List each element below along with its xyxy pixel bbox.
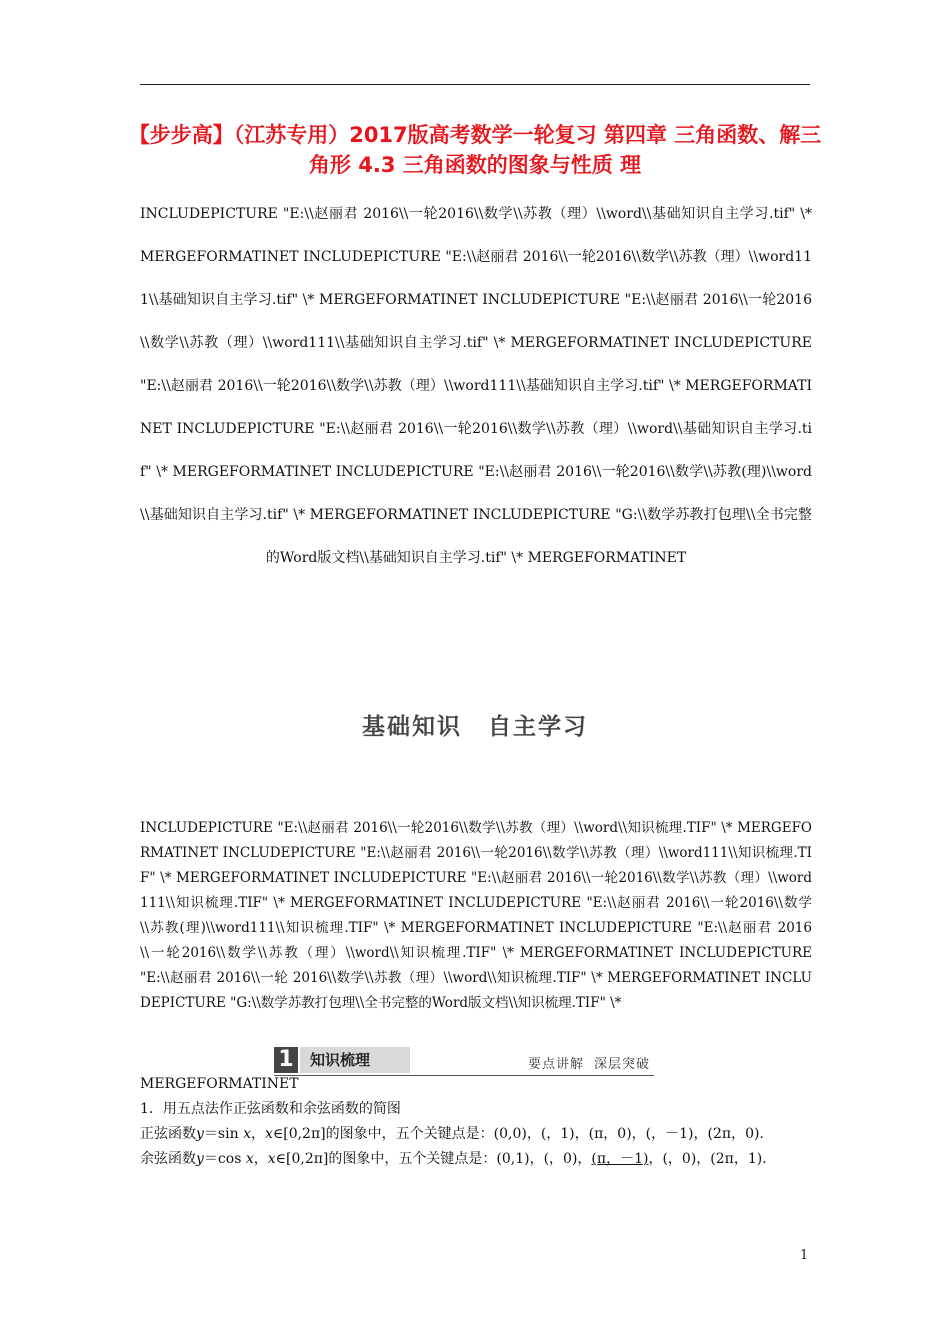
banner-subtitle <box>528 1053 650 1072</box>
banner-sub-left: 要点讲解 <box>527 1057 584 1072</box>
sine-eq: ＝sin <box>203 1126 244 1142</box>
cos-var-x2: x <box>267 1151 276 1167</box>
banner-label: 知识梳理 <box>300 1047 410 1073</box>
cos-eq: ＝cos <box>203 1151 246 1167</box>
sine-paragraph <box>140 1122 812 1147</box>
sine-comma: ， <box>250 1126 265 1142</box>
cosine-paragraph <box>140 1147 812 1172</box>
body-text <box>140 1072 812 1172</box>
section-heading <box>0 708 950 741</box>
document-title: 【步步高】（江苏专用）2017版高考数学一轮复习 第四章 三角函数、解三角形 4.3 三角函数的图象与性质 理 <box>128 123 822 177</box>
cos-comma: ， <box>253 1151 268 1167</box>
sine-var-x2: x <box>264 1126 273 1142</box>
field-code-block-2: INCLUDEPICTURE "E:\\赵丽君 2016\\一轮2016\\数学\\苏教（理）\\word\\知识梳理.TIF" \* MERGEFORMATINET INCLUDEPICTURE "E:\\赵丽君 2016\\一轮2016\\数学\\苏教（理）\\word111\\知识梳理.TIF" \* MERGEFORMATINET INCLUDEPICTURE "E:\\赵丽君 2016\\一轮2016\\数学\\苏教（理）\\word111\\知识梳理.TIF" \* MERGEFORMATINET INCLUDEPICTURE "E:\\赵丽君 2016\\一轮2016\\数学\\苏教(理)\\word111\\知识梳理.TIF" \* MERGEFORMATINET INCLUDEPICTURE "E:\\赵丽君 2016\\一轮2016\\数学\\苏教（理）\\word\\知识梳理.TIF" \* MERGEFORMATINET INCLUDEPICTURE "E:\\赵丽君 2016\\一轮 2016\\数学\\苏教（理）\\word\\知识梳理.TIF" \* MERGEFORMATINET INCLUDEPICTURE "G:\\数学苏教打包理\\全书完整的Word版文档\\知识梳理.TIF" \* <box>140 820 812 1011</box>
page-number: 1 <box>800 1248 809 1263</box>
banner-sub-right: 深层突破 <box>593 1057 650 1072</box>
sine-rest: ∈[0,2π]的图象中，五个关键点是：(0,0)，(，1)，(π，0)，(，－1)，(2π，0)． <box>272 1126 774 1142</box>
sine-var-x: x <box>243 1126 251 1142</box>
field-code-block: INCLUDEPICTURE "E:\\赵丽君 2016\\一轮2016\\数学\\苏教（理）\\word\\基础知识自主学习.tif" \* MERGEFORMATINET INCLUDEPICTURE "E:\\赵丽君 2016\\一轮2016\\数学\\苏教（理）\\word111\\基础知识自主学习.tif" \* MERGEFORMATINET INCLUDEPICTURE "E:\\赵丽君 2016\\一轮2016\\数学\\苏教（理）\\word111\\基础知识自主学习.tif" \* MERGEFORMATINET INCLUDEPICTURE "E:\\赵丽君 2016\\一轮2016\\数学\\苏教（理）\\word111\\基础知识自主学习.tif" \* MERGEFORMATINET INCLUDEPICTURE "E:\\赵丽君 2016\\一轮2016\\数学\\苏教（理）\\word\\基础知识自主学习.tif" \* MERGEFORMATINET INCLUDEPICTURE "E:\\赵丽君 2016\\一轮2016\\数学\\苏教(理)\\word\\基础知识自主学习.tif" \* MERGEFORMATINET INCLUDEPICTURE "G:\\数学苏教打包理\\全书完整的Word版文档\\基础知识自主学习.tif" \* MERGEFORMATINET <box>140 206 812 566</box>
cos-var-y: y <box>196 1151 204 1167</box>
cos-var-x: x <box>245 1151 254 1167</box>
section-heading-right: 自主学习 <box>488 714 588 740</box>
cos-underlined-answer: (π，－1) <box>591 1151 649 1167</box>
trailing-field-code: MERGEFORMATINET <box>140 1076 299 1092</box>
cos-rest-b: ，(，0)，(2π，1)． <box>648 1151 777 1167</box>
cos-prefix: 余弦函数 <box>140 1151 196 1167</box>
header-rule <box>140 84 810 85</box>
sine-prefix: 正弦函数 <box>140 1126 196 1142</box>
sine-var-y: y <box>196 1126 204 1142</box>
banner-number: 1 <box>274 1047 298 1073</box>
section-heading-left: 基础知识 <box>362 714 462 740</box>
item-1-heading: 1．用五点法作正弦函数和余弦函数的简图 <box>140 1101 401 1117</box>
cos-rest-a: ∈[0,2π]的图象中，五个关键点是：(0,1)，(，0)， <box>275 1151 592 1167</box>
